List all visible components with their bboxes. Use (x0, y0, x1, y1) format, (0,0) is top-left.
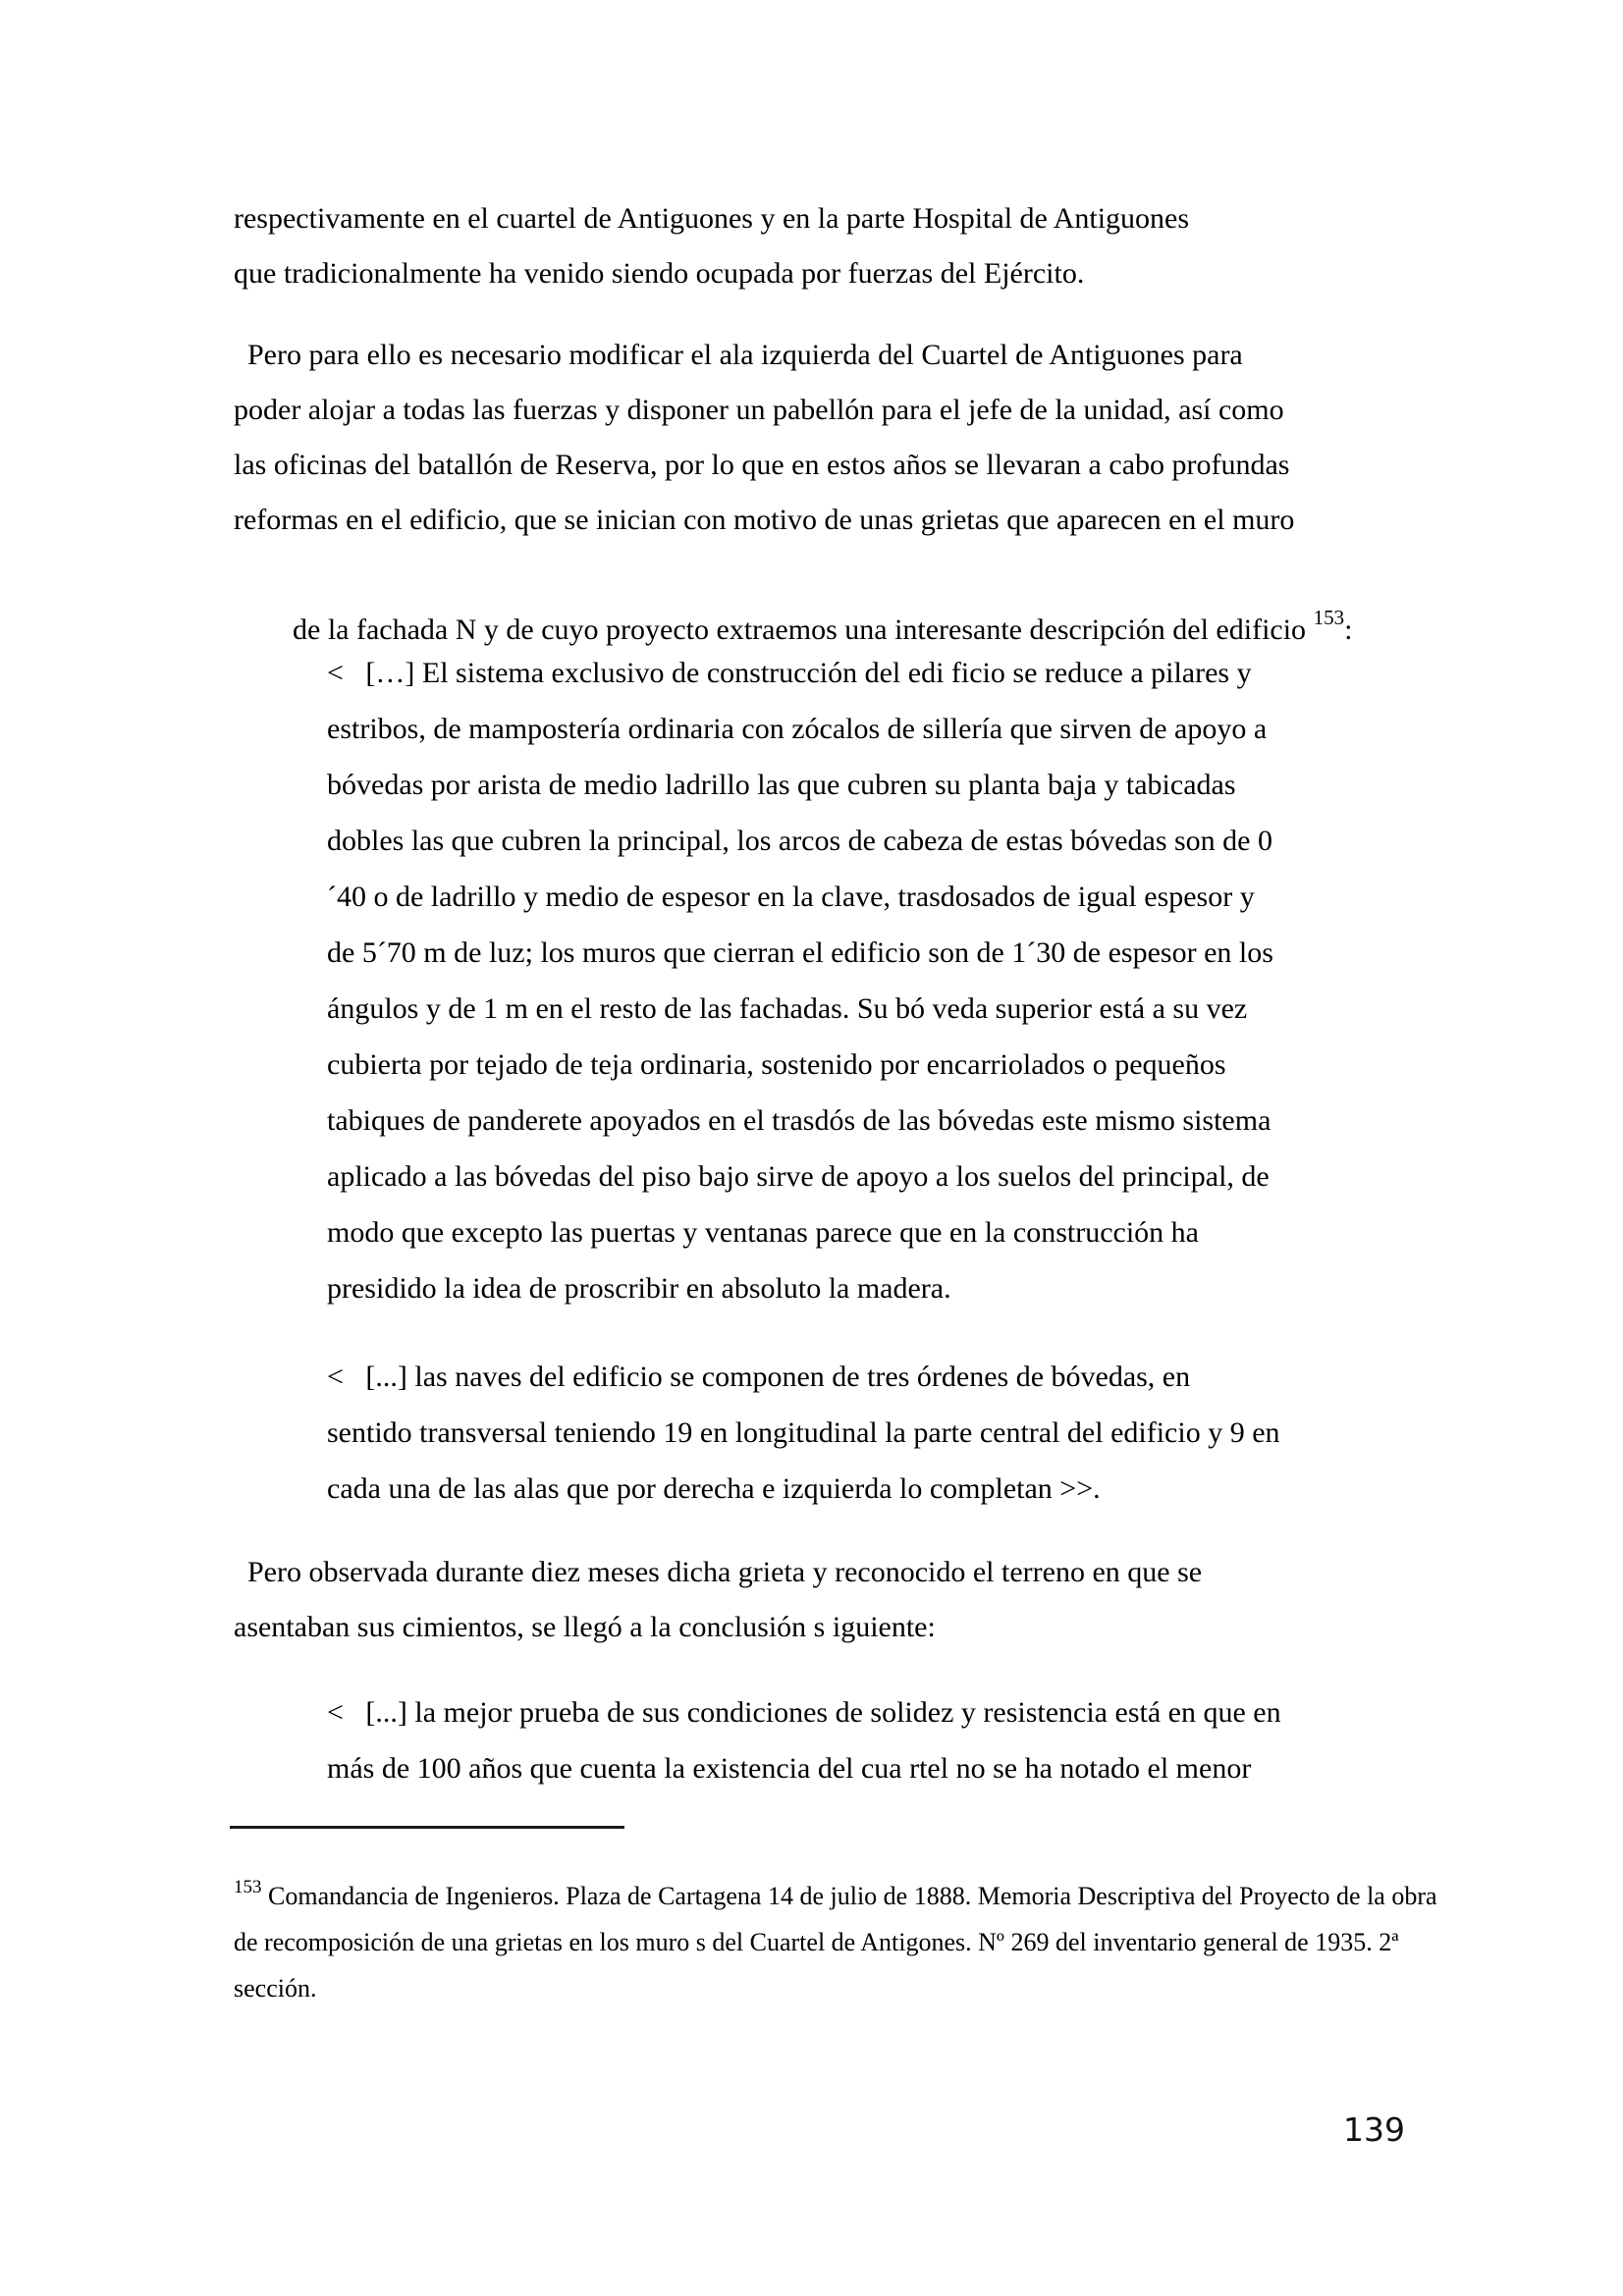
text-line: respectivamente en el cuartel de Antiguones y en la parte Hospital de Antiguones (234, 202, 1190, 235)
footnote-line: sección. (234, 1974, 317, 2002)
text-line: reformas en el edificio, que se inician con motivo de unas grietas que aparecen en el muro (234, 504, 1295, 536)
footnote-line: de recomposición de una grietas en los muro s del Cuartel de Antigones. Nº 269 del inventario general de 1935. 2ª (234, 1928, 1399, 1956)
quote-line: aplicado a las bóvedas del piso bajo sirve de apoyo a los suelos del principal, de (327, 1160, 1270, 1193)
blockquote-3 (327, 1684, 1382, 1796)
footnote-ref-153: 153 (1313, 606, 1345, 629)
paragraph-2 (234, 328, 1382, 646)
quote-line: < […] El sistema exclusivo de construcción del edi ficio se reduce a pilares y (327, 657, 1252, 689)
footnote-separator-rule (230, 1826, 624, 1829)
text-line: Pero para ello es necesario modificar el ala izquierda del Cuartel de Antiguones para (247, 339, 1243, 371)
paragraph-3 (234, 1545, 1382, 1655)
page-number: 139 (1343, 2110, 1405, 2149)
quote-line: tabiques de panderete apoyados en el trasdós de las bóvedas este mismo sistema (327, 1104, 1271, 1137)
text-line: Pero observada durante diez meses dicha grieta y reconocido el terreno en que se (247, 1556, 1203, 1588)
text-segment: de la fachada N y de cuyo proyecto extraemos una interesante descripción del edificio (293, 614, 1314, 646)
text-line-with-footnote-ref (234, 548, 1382, 646)
quote-line: ´40 o de ladrillo y medio de espesor en la clave, trasdosados de igual espesor y (327, 881, 1255, 913)
text-line: asentaban sus cimientos, se llegó a la conclusión s iguiente: (234, 1611, 936, 1643)
quote-line: de 5´70 m de luz; los muros que cierran el edificio son de 1´30 de espesor en los (327, 936, 1273, 969)
blockquote-1 (327, 645, 1382, 1316)
quote-line: bóvedas por arista de medio ladrillo las que cubren su planta baja y tabicadas (327, 769, 1236, 801)
quote-line: < [...] las naves del edificio se componen de tres órdenes de bóvedas, en (327, 1361, 1191, 1393)
quote-line: cubierta por tejado de teja ordinaria, sostenido por encarriolados o pequeños (327, 1048, 1226, 1081)
quote-line: < [...] la mejor prueba de sus condiciones de solidez y resistencia está en que en (327, 1696, 1281, 1729)
quote-line: ángulos y de 1 m en el resto de las fachadas. Su bó veda superior está a su vez (327, 992, 1248, 1025)
quote-line: cada una de las alas que por derecha e izquierda lo completan >>. (327, 1472, 1101, 1505)
footnote-153 (234, 1873, 1437, 2011)
quote-line: sentido transversal teniendo 19 en longitudinal la parte central del edificio y 9 en (327, 1416, 1280, 1449)
paragraph-1 (234, 191, 1382, 301)
text-line: las oficinas del batallón de Reserva, por lo que en estos años se llevaran a cabo profundas (234, 449, 1290, 481)
blockquote-2 (327, 1349, 1382, 1517)
text-line: que tradicionalmente ha venido siendo ocupada por fuerzas del Ejército. (234, 257, 1085, 290)
quote-line: presidido la idea de proscribir en absoluto la madera. (327, 1272, 951, 1305)
text-column (234, 191, 1437, 2011)
quote-line: más de 100 años que cuenta la existencia del cua rtel no se ha notado el menor (327, 1752, 1252, 1785)
text-line: poder alojar a todas las fuerzas y disponer un pabellón para el jefe de la unidad, así como (234, 394, 1284, 426)
quote-line: dobles las que cubren la principal, los arcos de cabeza de estas bóvedas son de 0 (327, 825, 1272, 857)
text-segment: : (1344, 614, 1353, 646)
quote-line: modo que excepto las puertas y ventanas parece que en la construcción ha (327, 1216, 1199, 1249)
footnote-line (234, 1873, 1437, 1919)
footnote-marker-153: 153 (234, 1877, 262, 1897)
quote-line: estribos, de mampostería ordinaria con zócalos de sillería que sirven de apoyo a (327, 713, 1268, 745)
footnote-text-segment: Comandancia de Ingenieros. Plaza de Cartagena 14 de julio de 1888. Memoria Descriptiva del Proyecto de la obra (261, 1882, 1437, 1910)
